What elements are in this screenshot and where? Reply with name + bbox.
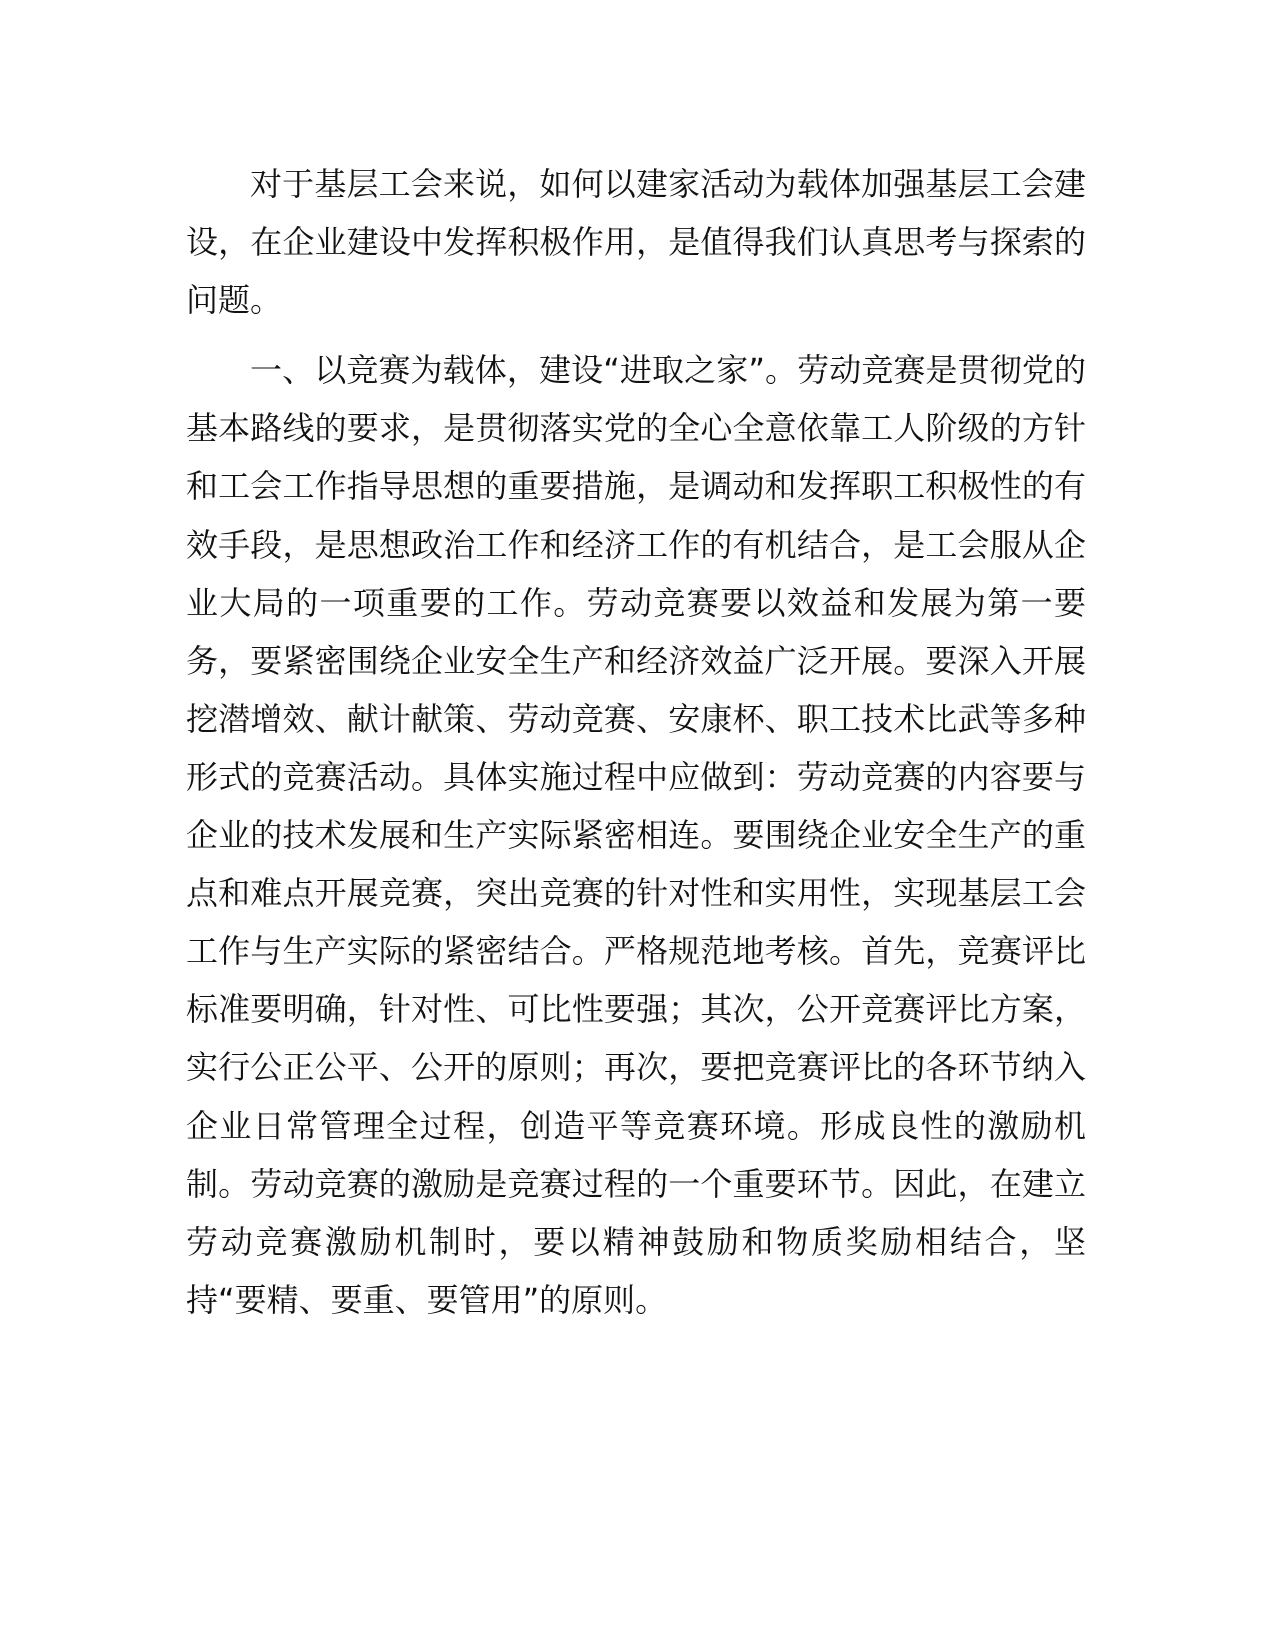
document-body bbox=[186, 155, 1086, 1329]
paragraph-section-one: 一、以竞赛为载体，建设“进取之家”。劳动竞赛是贯彻党的基本路线的要求，是贯彻落实党的全心全意依靠工人阶级的方针和工会工作指导思想的重要措施，是调动和发挥职工积极性的有效手段，是思想政治工作和经济工作的有机结合，是工会服从企业大局的一项重要的工作。劳动竞赛要以效益和发展为第一要务，要紧密围绕企业安全生产和经济效益广泛开展。要深入开展挖潜增效、献计献策、劳动竞赛、安康杯、职工技术比武等多种形式的竞赛活动。具体实施过程中应做到：劳动竞赛的内容要与企业的技术发展和生产实际紧密相连。要围绕企业安全生产的重点和难点开展竞赛，突出竞赛的针对性和实用性，实现基层工会工作与生产实际的紧密结合。严格规范地考核。首先，竞赛评比标准要明确，针对性、可比性要强；其次，公开竞赛评比方案，实行公正公平、公开的原则；再次，要把竞赛评比的各环节纳入企业日常管理全过程，创造平等竞赛环境。形成良性的激励机制。劳动竞赛的激励是竞赛过程的一个重要环节。因此，在建立劳动竞赛激励机制时，要以精神鼓励和物质奖励相结合，坚持“要精、要重、要管用”的原则。 bbox=[186, 351, 1086, 1319]
paragraph-intro: 对于基层工会来说，如何以建家活动为载体加强基层工会建设，在企业建设中发挥积极作用，是值得我们认真思考与探索的问题。 bbox=[186, 165, 1086, 320]
